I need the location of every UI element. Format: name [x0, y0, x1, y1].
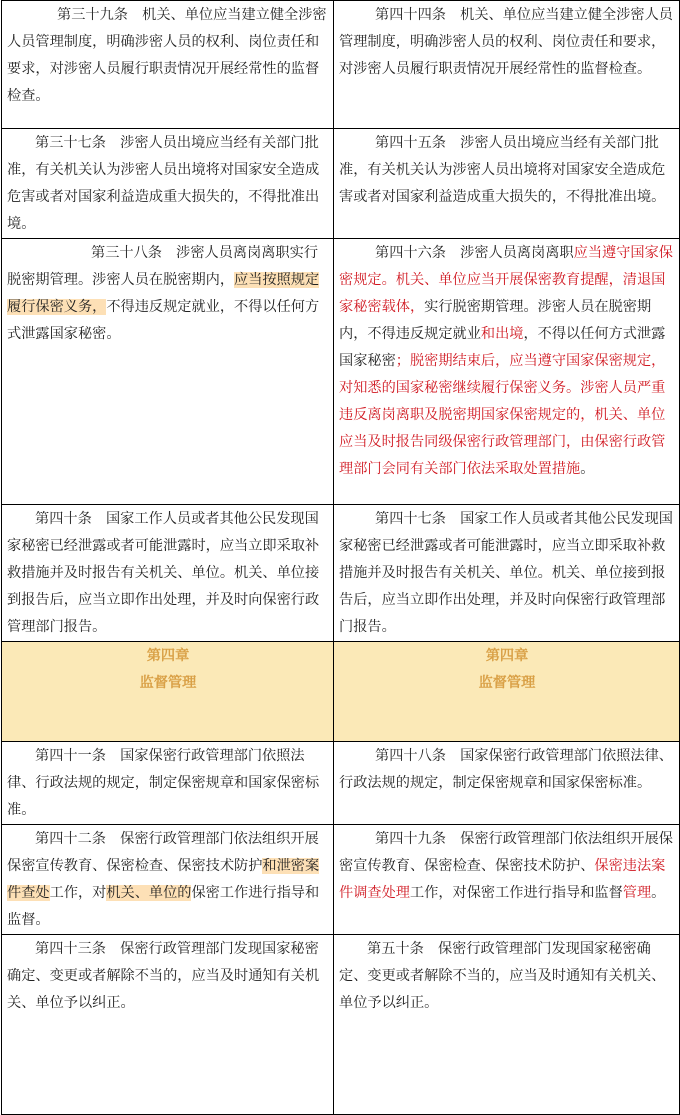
article-text: 第四十二条 保密行政管理部门依法组织开展保密宣传教育、保密检查、保密技术防护 — [7, 831, 319, 874]
new-article-cell — [334, 505, 680, 642]
article-text: 第四十八条 国家保密行政管理部门依照法律、行政法规的规定，制定保密规章和国家保密标准。 — [339, 748, 673, 791]
new-article-cell — [334, 129, 680, 239]
article-text: ，不得以任何方式泄露国家秘密 — [339, 326, 666, 369]
article-row — [2, 129, 680, 239]
article-text: 第四十六条 涉密人员离岗离职 — [375, 245, 574, 261]
article-row — [2, 239, 680, 505]
old-chapter-heading — [2, 642, 334, 742]
amended-text: ；脱密期结束后，应当遵守国家保密规定，对知悉的国家秘密继续履行保密义务。涉密人员严重违反离岗离职及脱密期国家保密规定的，机关、单位应当及时报告同级保密行政管理部门，由保密行政管理部门会同有关部门依法采取处置措施 — [339, 353, 666, 477]
highlighted-text: 机关、单位的 — [106, 885, 192, 901]
new-article-cell — [334, 239, 680, 505]
amended-text: 管理 — [622, 885, 652, 901]
new-article-cell — [334, 825, 680, 935]
article-text: 第四十条 国家工作人员或者其他公民发现国家秘密已经泄露或者可能泄露时，应当立即采取补救措施并及时报告有关机关、单位。机关、单位接到报告后，应当立即作出处理，并及时向保密行政管理部门报告。 — [7, 511, 320, 635]
amended-text: 保密违法案件调查处理 — [339, 858, 666, 901]
new-article-cell — [334, 935, 680, 1115]
amended-text: 应当遵守国家保密规定。机关、单位应当开展保密教育提醒，清退国家秘密载体， — [339, 245, 673, 315]
article-row — [2, 742, 680, 825]
article-row — [2, 505, 680, 642]
article-text: 第四十七条 国家工作人员或者其他公民发现国家秘密已经泄露或者可能泄露时，应当立即采取补救措施并及时报告有关机关、单位。机关、单位接到报告后，应当立即作出处理，并及时向保密行政管理部门报告。 — [339, 511, 673, 635]
article-text: 第四十一条 国家保密行政管理部门依照法律、行政法规的规定，制定保密规章和国家保密标准。 — [7, 748, 320, 818]
article-text: 第四十五条 涉密人员出境应当经有关部门批准，有关机关认为涉密人员出境将对国家安全造成危害或者对国家利益造成重大损失的，不得批准出境。 — [339, 135, 666, 205]
old-article-cell — [2, 239, 334, 505]
chapter-title: 监督管理 — [139, 675, 197, 691]
chapter-number: 第四章 — [146, 648, 190, 664]
article-row — [2, 1, 680, 129]
article-text: 第四十三条 保密行政管理部门发现国家秘密确定、变更或者解除不当的，应当及时通知有关机关、单位予以纠正。 — [7, 941, 320, 1011]
article-text: 。 — [651, 885, 666, 901]
new-article-cell — [334, 1, 680, 129]
amended-text: 和出境 — [480, 326, 524, 342]
old-article-cell — [2, 935, 334, 1115]
chapter-title: 监督管理 — [478, 675, 536, 691]
article-text: 第五十条 保密行政管理部门发现国家秘密确定、变更或者解除不当的，应当及时通知有关机关、单位予以纠正。 — [339, 941, 666, 1011]
article-row — [2, 935, 680, 1115]
article-text: 第三十七条 涉密人员出境应当经有关部门批准，有关机关认为涉密人员出境将对国家安全造成危害或者对国家利益造成重大损失的，不得批准出境。 — [7, 135, 320, 232]
chapter-row — [2, 642, 680, 742]
article-text: 第四十九条 保密行政管理部门依法组织开展保密宣传教育、保密检查、保密技术防护、 — [339, 831, 673, 874]
new-article-cell — [334, 742, 680, 825]
comparison-table — [1, 0, 680, 1115]
article-text: 第四十四条 机关、单位应当建立健全涉密人员管理制度，明确涉密人员的权利、岗位责任和要求，对涉密人员履行职责情况开展经常性的监督检查。 — [339, 7, 673, 77]
old-article-cell — [2, 742, 334, 825]
article-text: 第三十八条 涉密人员离岗离职实行脱密期管理。涉密人员在脱密期内， — [7, 245, 319, 288]
article-text: 工作，对保密工作进行指导和监督 — [409, 885, 623, 901]
article-row — [2, 825, 680, 935]
highlighted-text: 和泄密案件查处 — [7, 858, 320, 901]
old-article-cell — [2, 505, 334, 642]
old-article-cell — [2, 1, 334, 129]
article-text: 工作，对 — [49, 885, 107, 901]
old-article-cell — [2, 129, 334, 239]
article-text: 第三十九条 机关、单位应当建立健全涉密人员管理制度，明确涉密人员的权利、岗位责任和要求，对涉密人员履行职责情况开展经常性的监督检查。 — [7, 7, 327, 104]
new-chapter-heading — [334, 642, 680, 742]
article-text: 保密工作进行指导和监督。 — [7, 885, 320, 928]
article-text: 。 — [580, 461, 595, 477]
article-text: 不得违反规定就业，不得以任何方式泄露国家秘密。 — [7, 299, 320, 342]
chapter-number: 第四章 — [485, 648, 529, 664]
highlighted-text: 应当按照规定履行保密义务， — [7, 272, 320, 315]
old-article-cell — [2, 825, 334, 935]
article-text: 实行脱密期管理。涉密人员在脱密期内，不得违反规定就业 — [339, 299, 652, 342]
